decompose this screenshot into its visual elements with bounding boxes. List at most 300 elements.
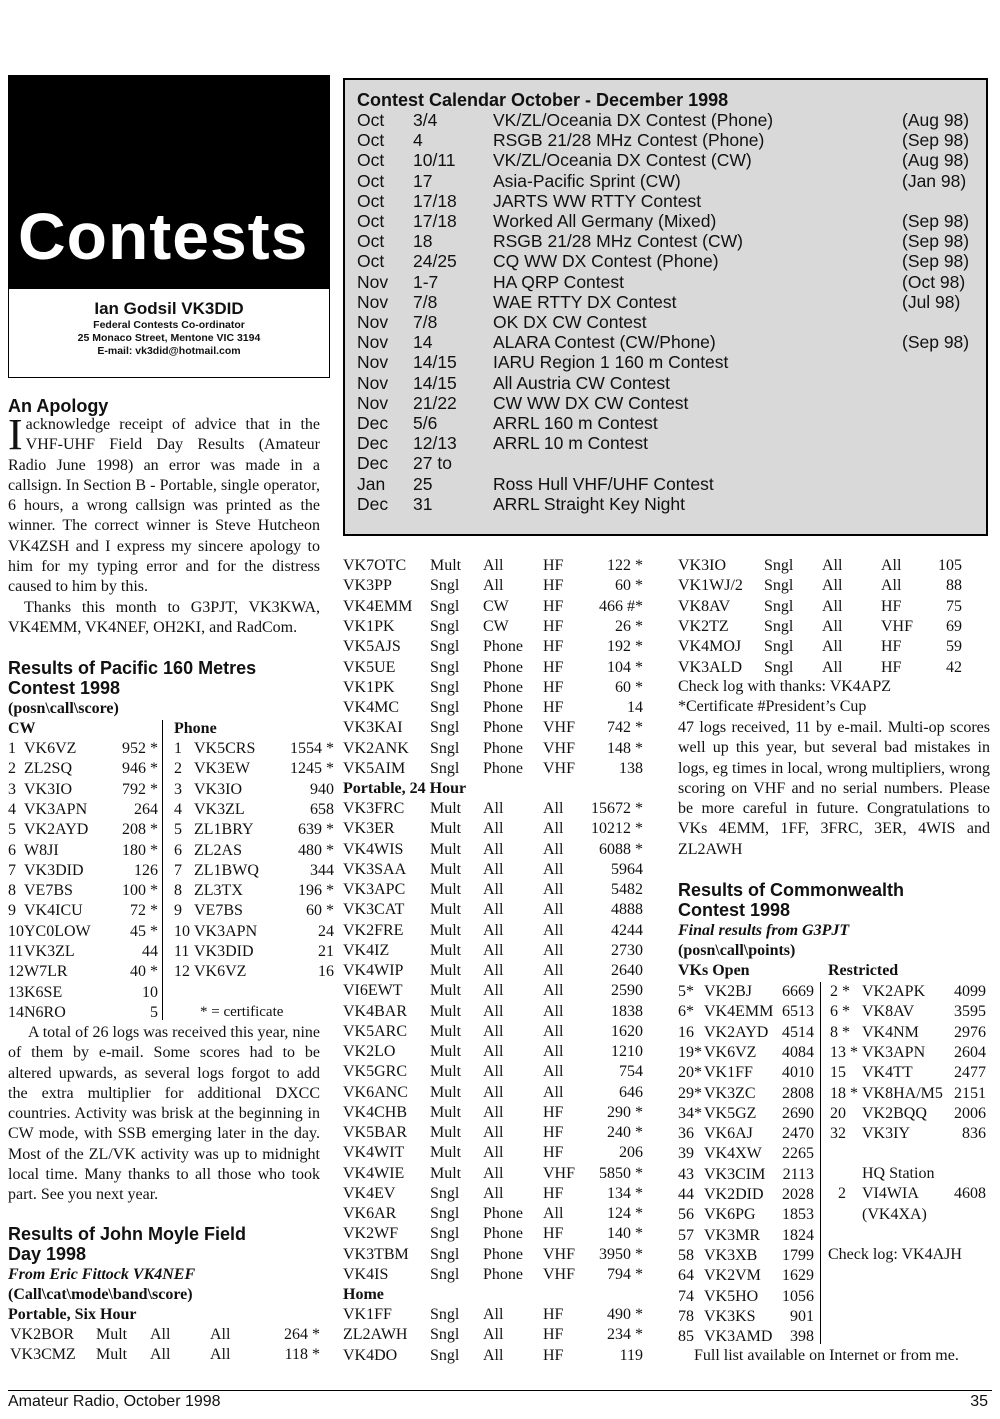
moyle-row-cell: VK4MC xyxy=(343,699,400,717)
calendar-row-cell: 18 xyxy=(413,231,433,252)
moyle-row-cell: 5850 * xyxy=(599,1164,643,1182)
commonwealth-restricted-row-cell: VK4TT xyxy=(862,1064,913,1082)
moyle-row-cell: Phone xyxy=(483,638,523,656)
moyle-heading-2: Day 1998 xyxy=(8,1244,87,1264)
moyle-row-cell: VK4IZ xyxy=(343,941,390,959)
moyle-row-cell: Sngl xyxy=(430,638,460,656)
pacific-phone-row-cell: 658 xyxy=(310,800,334,818)
moyle-row-cell: 134 * xyxy=(607,1184,643,1202)
moyle-row-cell: All xyxy=(210,1326,231,1343)
commonwealth-open-row-cell: VK3XB xyxy=(704,1246,758,1264)
moyle-row-cell: HF xyxy=(543,1144,564,1162)
pacific-phone-row-cell: VK3APN xyxy=(194,922,258,940)
apology-text xyxy=(8,410,320,598)
commonwealth-restricted-row-cell: 2477 xyxy=(954,1064,986,1082)
moyle-row-cell: VK1PK xyxy=(343,678,395,696)
pacific-phone-row-cell: 639 * xyxy=(298,821,334,839)
commonwealth-open-row-cell: 78 xyxy=(678,1307,694,1325)
calendar-row-cell: ARRL Straight Key Night xyxy=(493,493,685,514)
moyle-row-cell: VHF xyxy=(543,1164,576,1182)
commonwealth-open-row-cell: 2028 xyxy=(782,1186,814,1203)
pacific-cw-row-cell: 952 * xyxy=(122,740,158,757)
pacific-phone-row-cell: 7 xyxy=(174,861,182,879)
moyle-row-cell: All xyxy=(543,1205,564,1222)
moyle-row-cell: Mult xyxy=(430,1103,462,1121)
commonwealth-open-row-cell: VK3AMD xyxy=(704,1328,773,1346)
calendar-row-cell: RSGB 21/28 MHz Contest (Phone) xyxy=(493,130,765,151)
calendar-row xyxy=(357,211,977,231)
moyle-row-cell: 234 * xyxy=(607,1326,643,1344)
commonwealth-open-row-cell: 58 xyxy=(678,1246,694,1264)
moyle-row-cell: HF xyxy=(543,1346,564,1364)
pacific-cw-row-cell: 6 xyxy=(8,841,16,859)
moyle-row-cell: Mult xyxy=(430,840,462,858)
calendar-row xyxy=(357,171,977,191)
moyle-row-cell: Sngl xyxy=(430,658,460,676)
moyle-row-cell: 122 * xyxy=(607,557,643,574)
calendar-row-cell: 12/13 xyxy=(413,433,457,454)
moyle-row-cell: Sngl xyxy=(430,678,460,696)
moyle-row-cell: Sngl xyxy=(430,760,460,777)
moyle-row-cell: VK1FF xyxy=(343,1306,392,1323)
moyle-row-cell: All xyxy=(483,1022,504,1040)
moyle-row-cell: VK3PP xyxy=(343,577,392,595)
pacific-phone-row-cell: 11 xyxy=(174,943,190,960)
calendar-row-cell: 21/22 xyxy=(413,392,457,413)
commonwealth-heading-1: Results of Commonwealth xyxy=(678,880,905,900)
pacific-text: A total of 26 logs was received this year, nine of them by e-mail. Some scores had to be altered upwards, as several logs forgot to add the extra multiplier for additional DXCC countries. Activity was brisk at the beginning in CW mode, with SSB emerging later in the day. Most of the ZL/VK activity was up to midnight local time. Many thanks to all those who took part. See you next year. xyxy=(8,1024,320,1204)
moyle-row-cell: VHF xyxy=(543,1245,576,1263)
moyle-row-cell: 14 xyxy=(627,699,643,717)
calendar-row-cell: ARRL 160 m Contest xyxy=(493,413,658,433)
moyle-row-cell: VK3ALD xyxy=(678,658,742,676)
pacific-cw-row-cell: VK2AYD xyxy=(24,821,89,839)
moyle-row-cell: All xyxy=(483,941,504,959)
commonwealth-restricted-row-cell: VK8AV xyxy=(862,1003,915,1021)
moyle-row-cell: Sngl xyxy=(764,638,794,656)
calendar-row xyxy=(357,251,977,271)
moyle-row-cell: All xyxy=(822,557,843,574)
pacific-cw-heading: CW xyxy=(8,720,36,737)
calendar-row-cell: 7/8 xyxy=(413,312,438,332)
commonwealth-open-row-cell: 39 xyxy=(678,1145,694,1163)
commonwealth-open-row-cell: VK2BJ xyxy=(704,983,753,1000)
moyle-row-cell: 1620 xyxy=(611,1022,643,1040)
moyle-row-cell: VK4WIE xyxy=(343,1164,405,1182)
moyle-row-cell: Mult xyxy=(430,860,462,878)
calendar-row-cell: Nov xyxy=(357,312,389,332)
calendar-row-cell: Dec xyxy=(357,453,389,474)
calendar-row xyxy=(357,312,977,332)
moyle-row-cell: 240 * xyxy=(607,1124,643,1141)
moyle-row-cell: Phone xyxy=(483,678,523,696)
moyle-row-cell: 206 xyxy=(619,1144,643,1162)
calendar-row-cell: (Jan 98) xyxy=(902,170,967,191)
pacific-cw-row-cell: 10 xyxy=(8,922,24,940)
pacific-cw-row-cell: 12 xyxy=(8,963,24,981)
moyle-row-cell: All xyxy=(483,1346,504,1364)
moyle-row-cell: HF xyxy=(543,1225,564,1243)
moyle-row-cell: VK4EV xyxy=(343,1184,396,1202)
commonwealth-restricted-row-cell: 2976 xyxy=(954,1023,986,1041)
pacific-phone-row-cell: ZL3TX xyxy=(194,882,243,900)
moyle-row-cell: VK3FRC xyxy=(343,800,405,817)
commonwealth-open-row-cell: 19* xyxy=(678,1043,702,1061)
moyle-row-cell: Phone xyxy=(483,699,523,717)
moyle-row-cell: All xyxy=(483,901,504,919)
commonwealth-open-row-cell: VK2DID xyxy=(704,1186,764,1203)
author-box xyxy=(8,288,330,378)
pacific-cw-row-cell: W7LR xyxy=(24,963,68,981)
moyle-row-cell: Mult xyxy=(430,1022,462,1040)
pacific-phone-row-cell: 1 xyxy=(174,740,182,757)
moyle-row-cell: All xyxy=(483,820,504,838)
calendar-row xyxy=(357,272,977,292)
commonwealth-open-row-cell: 2470 xyxy=(782,1125,814,1143)
author-name: Ian Godsil VK3DID xyxy=(94,299,244,318)
pacific-cw-row-cell: 946 * xyxy=(122,760,158,778)
moyle-row-cell: 264 * xyxy=(284,1326,320,1343)
calendar-row-cell: Oct xyxy=(357,190,385,211)
moyle-row-cell: HF xyxy=(543,557,564,574)
calendar-row-cell: 1-7 xyxy=(413,271,439,292)
moyle-row-cell: Mult xyxy=(96,1346,128,1364)
moyle-row-cell: VK3ER xyxy=(343,820,395,838)
moyle-row-cell: VK4BAR xyxy=(343,1002,408,1020)
moyle-row-cell: All xyxy=(822,577,843,595)
commonwealth-open-row-cell: VK3CIM xyxy=(704,1165,766,1183)
calendar-row-cell: Ross Hull VHF/UHF Contest xyxy=(493,473,714,494)
moyle-row-cell: Mult xyxy=(430,820,462,838)
check-log: Check log: VK4AJH xyxy=(828,1246,962,1263)
commonwealth-restricted-row-cell: 3595 xyxy=(954,1003,986,1021)
calendar-row-cell: RSGB 21/28 MHz Contest (CW) xyxy=(493,231,743,252)
restricted-heading: Restricted xyxy=(828,962,899,979)
calendar-row-cell: Oct xyxy=(357,211,385,231)
pacific-phone-row-cell: 1245 * xyxy=(290,760,334,778)
moyle-row-cell: Mult xyxy=(430,901,462,919)
commonwealth-open-row-cell: 6669 xyxy=(782,983,814,1000)
moyle-row-cell: All xyxy=(210,1346,231,1364)
calendar-row xyxy=(357,413,977,433)
moyle-row-cell: VK1WJ/2 xyxy=(678,577,743,595)
calendar-row-cell: WAE RTTY DX Contest xyxy=(493,291,677,312)
moyle-row-cell: HF xyxy=(881,638,902,656)
commonwealth-open-row-cell: 44 xyxy=(678,1186,694,1203)
commonwealth-restricted-row-cell: 2604 xyxy=(954,1043,986,1061)
moyle-section-6h: Portable, Six Hour xyxy=(8,1306,137,1323)
moyle-row-cell: 5964 xyxy=(611,860,643,878)
moyle-row-cell: VK2WF xyxy=(343,1225,399,1243)
commonwealth-open-row-cell: 6* xyxy=(678,1003,694,1021)
moyle-row-cell: All xyxy=(483,800,504,817)
moyle-row-cell: VI6EWT xyxy=(343,982,403,1000)
commonwealth-open-row-cell: VK3KS xyxy=(704,1307,756,1325)
moyle-row-cell: All xyxy=(150,1326,171,1343)
calendar-row xyxy=(357,191,977,211)
moyle-row-cell: HF xyxy=(543,1103,564,1121)
pacific-cw-row-cell: VE7BS xyxy=(24,882,73,900)
moyle-row-cell: HF xyxy=(543,699,564,717)
moyle-row-cell: HF xyxy=(543,577,564,595)
commonwealth-restricted-row-cell: 13 * xyxy=(830,1043,858,1061)
moyle-row-cell: Sngl xyxy=(430,1326,460,1344)
moyle-row-cell: Phone xyxy=(483,658,523,676)
pacific-heading-2: Contest 1998 xyxy=(8,678,121,698)
moyle-row-cell: 124 * xyxy=(607,1205,643,1222)
moyle-row-cell: Phone xyxy=(483,1225,523,1243)
moyle-row-cell: All xyxy=(543,881,564,898)
author-address: 25 Monaco Street, Mentone VIC 3194 xyxy=(77,332,261,344)
pacific-cw-row-cell: VK4ICU xyxy=(24,902,83,920)
calendar-row xyxy=(357,393,977,413)
calendar-row-cell: Nov xyxy=(357,291,389,312)
pacific-phone-row-cell: VE7BS xyxy=(194,902,243,920)
pacific-phone-row-cell: 940 xyxy=(310,780,334,798)
moyle-row-cell: 794 * xyxy=(607,1265,643,1283)
moyle-row-cell: Mult xyxy=(430,1164,462,1182)
moyle-row-cell: Mult xyxy=(430,1063,462,1081)
open-heading: VKs Open xyxy=(678,962,750,979)
pacific-phone-row-cell: VK3EW xyxy=(194,760,250,778)
commonwealth-restricted-row-cell: 20 xyxy=(830,1104,846,1122)
section-title: Contests xyxy=(18,199,309,273)
commonwealth-open-row-cell: 2690 xyxy=(782,1104,814,1122)
calendar-row xyxy=(357,433,977,453)
calendar-row-cell: 14/15 xyxy=(413,372,457,393)
moyle-row-cell: Mult xyxy=(430,1083,462,1101)
commonwealth-restricted-row-cell: 8 * xyxy=(830,1023,850,1041)
calendar-row-cell: (Aug 98) xyxy=(902,150,970,171)
section-banner xyxy=(8,75,330,288)
commonwealth-restricted-row-cell: VK8HA/M5 xyxy=(862,1084,943,1102)
commonwealth-open-row-cell: 1853 xyxy=(782,1206,814,1224)
contest-calendar xyxy=(343,78,988,536)
commonwealth-open-row-cell: VK3MR xyxy=(704,1226,761,1244)
moyle-row-cell: All xyxy=(822,638,843,656)
hq-row-cell: VI4WIA xyxy=(862,1185,919,1202)
moyle-row-cell: All xyxy=(483,577,504,595)
pacific-cw-row-cell: 208 * xyxy=(122,821,158,839)
calendar-row-cell: Jan xyxy=(357,473,386,494)
calendar-row-cell: 31 xyxy=(413,493,433,514)
moyle-row-cell: Sngl xyxy=(764,557,794,574)
moyle-row-cell: Mult xyxy=(430,800,462,817)
calendar-row-cell: 7/8 xyxy=(413,291,438,312)
commonwealth-restricted-row-cell: 15 xyxy=(830,1064,846,1082)
moyle-row-cell: Sngl xyxy=(430,739,460,757)
moyle-row-cell: VHF xyxy=(543,760,576,777)
hq-row-cell: 2 xyxy=(838,1185,846,1202)
calendar-row-cell: OK DX CW Contest xyxy=(493,312,647,332)
calendar-row-cell: IARU Region 1 160 m Contest xyxy=(493,352,729,373)
moyle-row-cell: 75 xyxy=(946,597,962,615)
pacific-cw-row-cell: 8 xyxy=(8,882,16,900)
calendar-row-cell: (Jul 98) xyxy=(902,291,961,312)
calendar-row-cell: (Sep 98) xyxy=(902,332,970,353)
moyle-row-cell: All xyxy=(483,962,504,979)
pacific-cw-row-cell: 3 xyxy=(8,780,16,798)
moyle-row-cell: All xyxy=(483,982,504,1000)
moyle-section-24h: Portable, 24 Hour xyxy=(343,780,467,797)
commonwealth-open-row-cell: VK3ZC xyxy=(704,1084,756,1102)
commonwealth-open-row-cell: VK6AJ xyxy=(704,1125,753,1143)
moyle-row-cell: All xyxy=(543,1043,564,1060)
pacific-phone-row-cell: 2 xyxy=(174,760,182,778)
commonwealth-open-row-cell: 16 xyxy=(678,1023,694,1041)
moyle-heading-1: Results of John Moyle Field xyxy=(8,1224,247,1244)
page-number: 35 xyxy=(970,1393,988,1410)
calendar-row xyxy=(357,352,977,372)
footer-rule xyxy=(8,1390,992,1391)
pacific-phone-row-cell: VK3DID xyxy=(194,943,254,960)
calendar-row-cell: 4 xyxy=(413,130,423,151)
moyle-row-cell: Phone xyxy=(483,719,523,737)
moyle-row-cell: HF xyxy=(543,1124,564,1141)
calendar-row-cell: 5/6 xyxy=(413,413,438,433)
moyle-row-cell: VK4WIS xyxy=(343,840,404,858)
thanks-text: Thanks this month to G3PJT, VK3KWA, VK4EMM, VK4NEF, OH2KI, and RadCom. xyxy=(8,599,320,637)
moyle-row-cell: All xyxy=(543,820,564,838)
commonwealth-open-row-cell: 2808 xyxy=(782,1084,814,1102)
moyle-row-cell: HF xyxy=(543,1306,564,1323)
hq-sub: (VK4XA) xyxy=(862,1206,927,1223)
commonwealth-open-row-cell: VK2AYD xyxy=(704,1023,769,1041)
apology-body: acknowledge receipt of advice that in the VHF-UHF Field Day Results (Amateur Radio June 1998) an error was made in a callsign. In Section B - Portable, single operator, 6 hours, a wrong callsign was printed as the winner. The correct winner is Steve Hutcheon VK4ZSH and I express my sincere apology to him for my typing error and for the distress caused to him by this. xyxy=(8,416,320,596)
moyle-row-cell: All xyxy=(483,840,504,858)
moyle-row-cell: Sngl xyxy=(764,617,794,635)
pacific-cw-row-cell: 14 xyxy=(8,1003,24,1021)
commonwealth-open-row-cell: 74 xyxy=(678,1287,694,1305)
moyle-row-cell: 69 xyxy=(946,617,962,635)
moyle-row-cell: HF xyxy=(543,597,564,615)
moyle-row-cell: All xyxy=(543,1022,564,1040)
commonwealth-open-row-cell: 5* xyxy=(678,983,694,1000)
moyle-row-cell: Mult xyxy=(430,921,462,939)
moyle-row-cell: 60 * xyxy=(615,678,643,696)
moyle-row-cell: All xyxy=(483,1124,504,1141)
calendar-row xyxy=(357,494,977,514)
calendar-row-cell: Nov xyxy=(357,271,389,292)
pacific-phone-row-cell: 12 xyxy=(174,963,190,981)
moyle-row-cell: All xyxy=(483,557,504,574)
moyle-row-cell: Mult xyxy=(430,1002,462,1020)
moyle-row-cell: 105 xyxy=(938,557,962,574)
moyle-row-cell: All xyxy=(881,577,902,595)
commonwealth-open-row-cell: 57 xyxy=(678,1226,694,1244)
moyle-row-cell: All xyxy=(822,658,843,676)
moyle-row-cell: Mult xyxy=(430,557,462,574)
moyle-row-cell: All xyxy=(483,860,504,878)
pacific-phone-row-cell: 24 xyxy=(318,922,334,940)
moyle-row-cell: 290 * xyxy=(607,1103,643,1121)
moyle-row-cell: All xyxy=(543,840,564,858)
commonwealth-restricted-row-cell: 836 xyxy=(962,1125,986,1143)
pacific-phone-row-cell: 21 xyxy=(318,943,334,960)
calendar-row-cell: Nov xyxy=(357,372,389,393)
calendar-row-cell: 17/18 xyxy=(413,211,457,231)
pacific-phone-row-cell: 10 xyxy=(174,922,190,940)
moyle-row-cell: 192 * xyxy=(607,638,643,656)
moyle-row-cell: HF xyxy=(543,678,564,696)
pacific-phone-row-cell: 344 xyxy=(310,861,334,879)
pacific-cw-row-cell: W8JI xyxy=(24,841,59,859)
pacific-cw-row-cell: VK6VZ xyxy=(24,740,77,757)
moyle-row-cell: Sngl xyxy=(430,1205,460,1222)
moyle-row-cell: All xyxy=(483,1083,504,1101)
calendar-row-cell: CW WW DX CW Contest xyxy=(493,392,689,413)
calendar-row-cell: 14/15 xyxy=(413,352,457,373)
commonwealth-restricted-row-cell: 6 * xyxy=(830,1003,850,1021)
commonwealth-open-row-cell: 4010 xyxy=(782,1064,814,1082)
calendar-row xyxy=(357,110,977,130)
pacific-phone-row-cell: 16 xyxy=(318,963,334,981)
commonwealth-open-row-cell: VK6VZ xyxy=(704,1043,757,1061)
moyle-row-cell: 60 * xyxy=(615,577,643,595)
moyle-row-cell: CW xyxy=(483,617,509,635)
pacific-cw-row-cell: 264 xyxy=(134,800,158,818)
pacific-cw-row-cell: 2 xyxy=(8,760,16,778)
moyle-row-cell: All xyxy=(881,557,902,574)
calendar-row-cell: Oct xyxy=(357,150,385,171)
moyle-row-cell: All xyxy=(543,962,564,979)
moyle-row-cell: 5482 xyxy=(611,881,643,898)
moyle-row-cell: Sngl xyxy=(430,1265,460,1283)
commonwealth-open-row-cell: 43 xyxy=(678,1165,694,1183)
moyle-row-cell: HF xyxy=(881,658,902,676)
moyle-row-cell: 6088 * xyxy=(599,840,643,858)
moyle-row-cell: Sngl xyxy=(430,699,460,717)
moyle-row-cell: 118 * xyxy=(284,1346,320,1364)
calendar-row-cell: Nov xyxy=(357,332,389,353)
moyle-row-cell: Mult xyxy=(430,1144,462,1162)
moyle-row-cell: All xyxy=(483,1164,504,1182)
commonwealth-open-row-cell: 398 xyxy=(790,1328,814,1346)
moyle-row-cell: VK6AR xyxy=(343,1205,397,1222)
moyle-row-cell: VK5AJS xyxy=(343,638,401,656)
moyle-row-cell: HF xyxy=(543,1184,564,1202)
hq-heading: HQ Station xyxy=(862,1165,935,1182)
commonwealth-legend: (posn\call\points) xyxy=(678,942,796,959)
moyle-row-cell: VK4WIP xyxy=(343,962,404,979)
pacific-phone-row-cell: 6 xyxy=(174,841,182,859)
moyle-section-home: Home xyxy=(343,1286,384,1303)
moyle-row-cell: Phone xyxy=(483,1205,523,1222)
moyle-row-cell: VK6ANC xyxy=(343,1083,408,1101)
moyle-row-cell: HF xyxy=(543,638,564,656)
moyle-row-cell: HF xyxy=(543,617,564,635)
pacific-cw-row-cell: YC0LOW xyxy=(24,922,91,940)
calendar-row-cell: Dec xyxy=(357,433,389,454)
commonwealth-open-row-cell: 1824 xyxy=(782,1226,814,1244)
pacific-cw-row-cell: 126 xyxy=(134,861,158,879)
commonwealth-open-row-cell: 901 xyxy=(790,1307,814,1325)
moyle-row-cell: 2590 xyxy=(611,982,643,1000)
moyle-row-cell: VK5AIM xyxy=(343,760,406,777)
calendar-row-cell: 24/25 xyxy=(413,251,457,272)
pacific-cw-row-cell: VK3DID xyxy=(24,861,84,879)
moyle-row-cell: VK4MOJ xyxy=(678,638,742,656)
moyle-row-cell: 1210 xyxy=(611,1043,643,1060)
commonwealth-open-row-cell: VK2VM xyxy=(704,1267,761,1285)
calendar-row-cell: 3/4 xyxy=(413,110,438,130)
moyle-row-cell: Sngl xyxy=(430,1184,460,1202)
moyle-row-cell: 148 * xyxy=(607,739,643,757)
moyle-row-cell: VK4EMM xyxy=(343,597,413,615)
pacific-cw-row-cell: 45 * xyxy=(130,922,158,940)
pacific-cw-row-cell: N6RO xyxy=(24,1003,66,1021)
moyle-row-cell: Sngl xyxy=(764,597,794,615)
